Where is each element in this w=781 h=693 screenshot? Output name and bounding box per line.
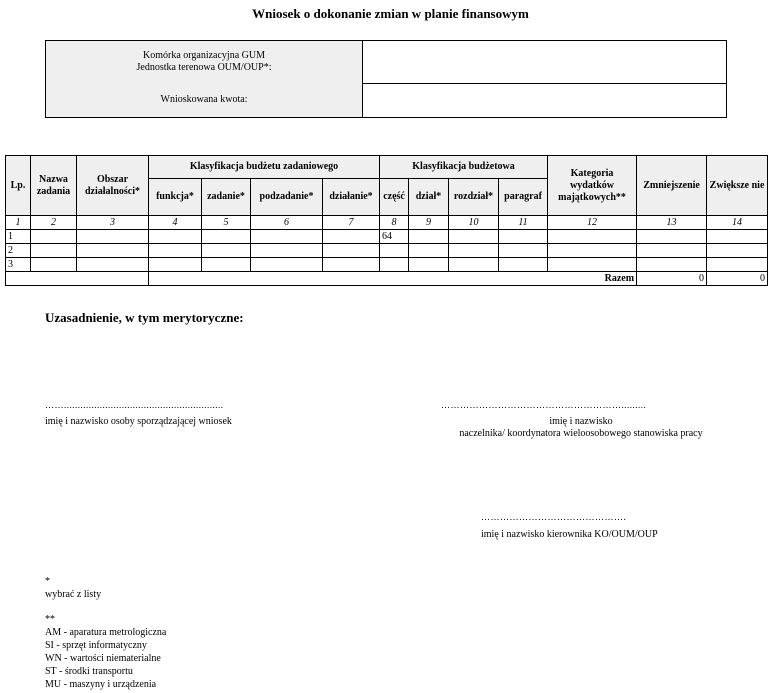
column-number-row — [6, 216, 768, 230]
unit-label-line2: Jednostka terenowa OUM/OUP*: — [136, 62, 272, 73]
footnote-2-item: ST - środki transportu — [45, 666, 133, 677]
header-group-budzetowa: Klasyfikacja budżetowa — [380, 156, 548, 179]
table-cell[interactable] — [380, 244, 409, 258]
table-cell[interactable] — [499, 244, 548, 258]
column-number: 9 — [409, 216, 449, 230]
header-rozdzial: rozdział* — [449, 179, 499, 216]
header-paragraf: paragraf — [499, 179, 548, 216]
table-cell[interactable] — [323, 244, 380, 258]
table-cell[interactable] — [499, 230, 548, 244]
column-number: 7 — [323, 216, 380, 230]
header-zadanie: zadanie* — [202, 179, 251, 216]
column-number: 10 — [449, 216, 499, 230]
table-cell[interactable] — [637, 258, 707, 272]
footnote-1-mark: * — [45, 576, 50, 587]
header-podzadanie: podzadanie* — [251, 179, 323, 216]
table-cell[interactable] — [409, 244, 449, 258]
info-box — [45, 40, 727, 118]
footnote-2-item: MU - maszyny i urządzenia — [45, 679, 157, 690]
table-cell[interactable] — [31, 244, 77, 258]
amount-field[interactable] — [363, 83, 726, 117]
table-cell[interactable] — [149, 230, 202, 244]
signature-line-left: …….......................................................... — [45, 400, 224, 410]
table-cell[interactable] — [637, 244, 707, 258]
total-blank — [6, 272, 149, 286]
column-number: 8 — [380, 216, 409, 230]
header-zmniejszenie: Zmniejszenie — [637, 156, 707, 216]
header-group-zadaniowy: Klasyfikacja budżetu zadaniowego — [149, 156, 380, 179]
table-cell[interactable] — [707, 258, 768, 272]
table-cell[interactable] — [323, 258, 380, 272]
table-cell[interactable] — [149, 258, 202, 272]
column-number: 1 — [6, 216, 31, 230]
row-number: 2 — [6, 244, 31, 258]
unit-label-line1: Komórka organizacyjna GUM — [142, 50, 265, 61]
table-cell[interactable] — [31, 230, 77, 244]
table-cell[interactable] — [637, 230, 707, 244]
signature-label-right-line2: naczelnika/ koordynatora wieloosobowego stanowiska pracy — [459, 428, 703, 439]
header-funkcja: funkcja* — [149, 179, 202, 216]
footnote-2-item: SI - sprzęt informatyczny — [45, 640, 147, 651]
table-cell[interactable] — [409, 258, 449, 272]
signature-label-right-line1: imię i nazwisko — [549, 416, 613, 427]
document-title: Wniosek o dokonanie zmian w planie finansowym — [252, 6, 529, 21]
unit-row — [46, 41, 726, 84]
table-cell[interactable] — [202, 258, 251, 272]
table-cell[interactable] — [707, 244, 768, 258]
table-cell[interactable] — [499, 258, 548, 272]
table-cell[interactable] — [380, 258, 409, 272]
header-lp: Lp. — [6, 156, 31, 216]
signature-label-right — [441, 416, 721, 440]
footnote-2 — [45, 613, 166, 691]
table-cell[interactable] — [77, 230, 149, 244]
table-cell[interactable] — [548, 258, 637, 272]
footnote-2-item: AM - aparatura metrologiczna — [45, 627, 167, 638]
table-row — [6, 244, 768, 258]
column-number: 4 — [149, 216, 202, 230]
header-dzialanie: działanie* — [323, 179, 380, 216]
amount-label — [46, 83, 363, 117]
table-cell[interactable] — [548, 244, 637, 258]
unit-field[interactable] — [363, 41, 726, 83]
justification-heading: Uzasadnienie, w tym merytoryczne: — [45, 310, 244, 325]
header-kategoria: Kategoria wydatków majątkowych** — [548, 156, 637, 216]
total-increase: 0 — [707, 272, 768, 286]
header-obszar: Obszar działalności* — [77, 156, 149, 216]
signature-line-right: …………………………………………………......... — [441, 400, 647, 410]
table-row — [6, 230, 768, 244]
table-cell[interactable] — [449, 244, 499, 258]
budget-table — [5, 155, 768, 286]
total-row — [6, 272, 768, 286]
column-number: 14 — [707, 216, 768, 230]
total-label: Razem — [149, 272, 637, 286]
unit-label — [46, 41, 363, 83]
signature-line-bottom: ………………………………………. — [481, 512, 627, 522]
column-number: 11 — [499, 216, 548, 230]
table-cell[interactable] — [149, 244, 202, 258]
column-number: 13 — [637, 216, 707, 230]
header-nazwa-zadania: Nazwa zadania — [31, 156, 77, 216]
row-number: 1 — [6, 230, 31, 244]
table-cell[interactable] — [251, 230, 323, 244]
footnote-2-item: WN - wartości niematerialne — [45, 653, 161, 664]
table-cell[interactable] — [251, 244, 323, 258]
table-cell[interactable] — [323, 230, 380, 244]
table-cell[interactable] — [31, 258, 77, 272]
column-number: 12 — [548, 216, 637, 230]
signature-label-left: imię i nazwisko osoby sporządzającej wniosek — [45, 416, 232, 427]
header-czesc: część — [380, 179, 409, 216]
header-dzial: dział* — [409, 179, 449, 216]
column-number: 2 — [31, 216, 77, 230]
footnote-1 — [45, 575, 101, 601]
footnote-1-text: wybrać z listy — [45, 589, 102, 600]
column-number: 5 — [202, 216, 251, 230]
column-number: 3 — [77, 216, 149, 230]
table-cell[interactable] — [409, 230, 449, 244]
table-cell[interactable] — [449, 258, 499, 272]
total-decrease: 0 — [637, 272, 707, 286]
footnote-2-mark: ** — [45, 614, 55, 625]
header-zwiekszenie: Zwiększe nie — [707, 156, 768, 216]
amount-row — [46, 83, 726, 117]
table-cell[interactable] — [77, 258, 149, 272]
row-number: 3 — [6, 258, 31, 272]
table-cell[interactable] — [449, 230, 499, 244]
table-cell[interactable]: 64 — [380, 230, 409, 244]
table-cell[interactable] — [707, 230, 768, 244]
table-cell[interactable] — [251, 258, 323, 272]
column-number: 6 — [251, 216, 323, 230]
table-cell[interactable] — [202, 230, 251, 244]
table-cell[interactable] — [202, 244, 251, 258]
amount-label-text: Wnioskowana kwota: — [160, 94, 248, 105]
signature-label-bottom: imię i nazwisko kierownika KO/OUM/OUP — [481, 529, 658, 540]
table-cell[interactable] — [77, 244, 149, 258]
table-row — [6, 258, 768, 272]
table-cell[interactable] — [548, 230, 637, 244]
